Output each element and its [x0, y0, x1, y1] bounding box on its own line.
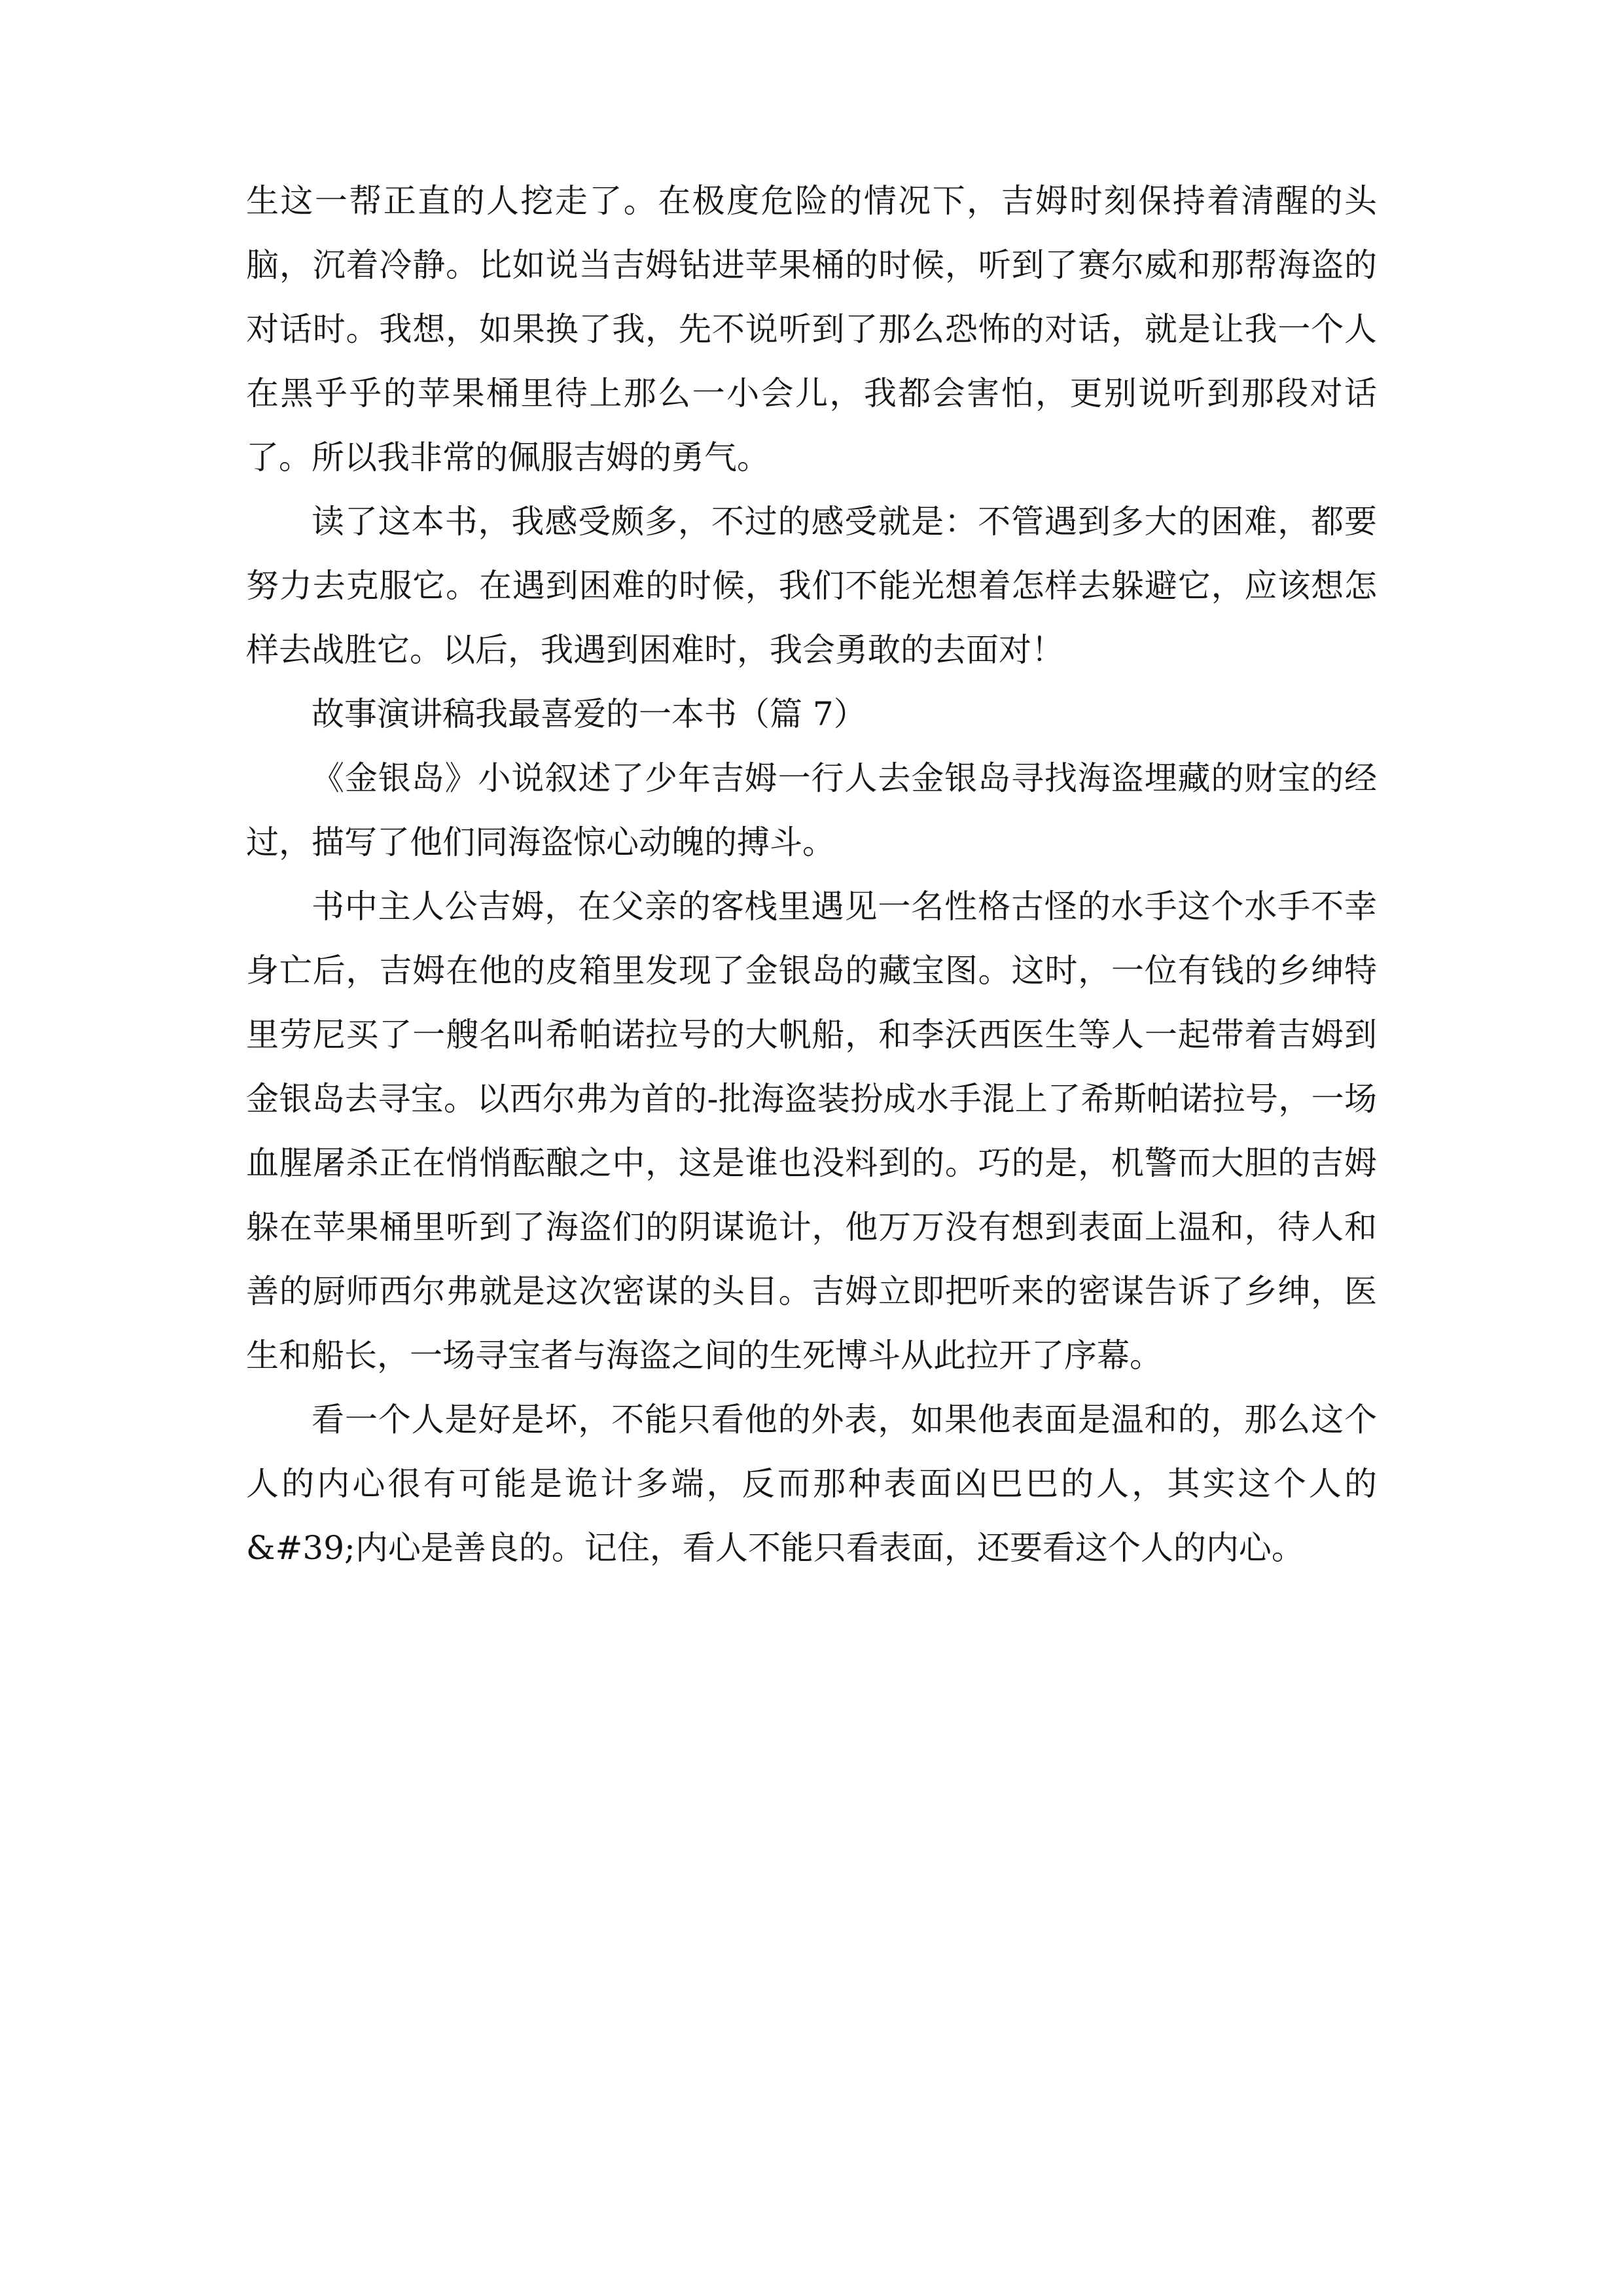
paragraph-conclusion: 看一个人是好是坏，不能只看他的外表，如果他表面是温和的，那么这个人的内心很有可能是诡计多端，反而那种表面凶巴巴的人，其实这个人的&#39;内心是善良的。记住，看人不能只看表面，还要看这个人的内心。: [246, 1401, 1377, 1567]
document-body: [246, 169, 1377, 1580]
paragraph-plot: 书中主人公吉姆，在父亲的客栈里遇见一名性格古怪的水手这个水手不幸身亡后，吉姆在他的皮箱里发现了金银岛的藏宝图。这时，一位有钱的乡绅特里劳尼买了一艘名叫希帕诺拉号的大帆船，和李沃西医生等人一起带着吉姆到金银岛去寻宝。以西尔弗为首的-批海盗装扮成水手混上了希斯帕诺拉号，一场血腥屠杀正在悄悄酝酿之中，这是谁也没料到的。巧的是，机警而大胆的吉姆躲在苹果桶里听到了海盗们的阴谋诡计，他万万没有想到表面上温和，待人和善的厨师西尔弗就是这次密谋的头目。吉姆立即把听来的密谋告诉了乡绅，医生和船长，一场寻宝者与海盗之间的生死博斗从此拉开了序幕。: [246, 888, 1377, 1374]
paragraph-continuation: 生这一帮正直的人挖走了。在极度危险的情况下，吉姆时刻保持着清醒的头脑，沉着冷静。比如说当吉姆钻进苹果桶的时候，听到了赛尔威和那帮海盗的对话时。我想，如果换了我，先不说听到了那么恐怖的对话，就是让我一个人在黑乎乎的苹果桶里待上那么一小会儿，我都会害怕，更别说听到那段对话了。所以我非常的佩服吉姆的勇气。: [246, 182, 1377, 476]
paragraph-intro: 《金银岛》小说叙述了少年吉姆一行人去金银岛寻找海盗埋藏的财宝的经过，描写了他们同海盗惊心动魄的搏斗。: [246, 759, 1377, 861]
section-heading: 故事演讲稿我最喜爱的一本书（篇 7）: [312, 695, 866, 733]
paragraph-reflection: 读了这本书，我感受颇多，不过的感受就是：不管遇到多大的困难，都要努力去克服它。在遇到困难的时候，我们不能光想着怎样去躲避它，应该想怎样去战胜它。以后，我遇到困难时，我会勇敢的去面对！: [246, 503, 1377, 669]
